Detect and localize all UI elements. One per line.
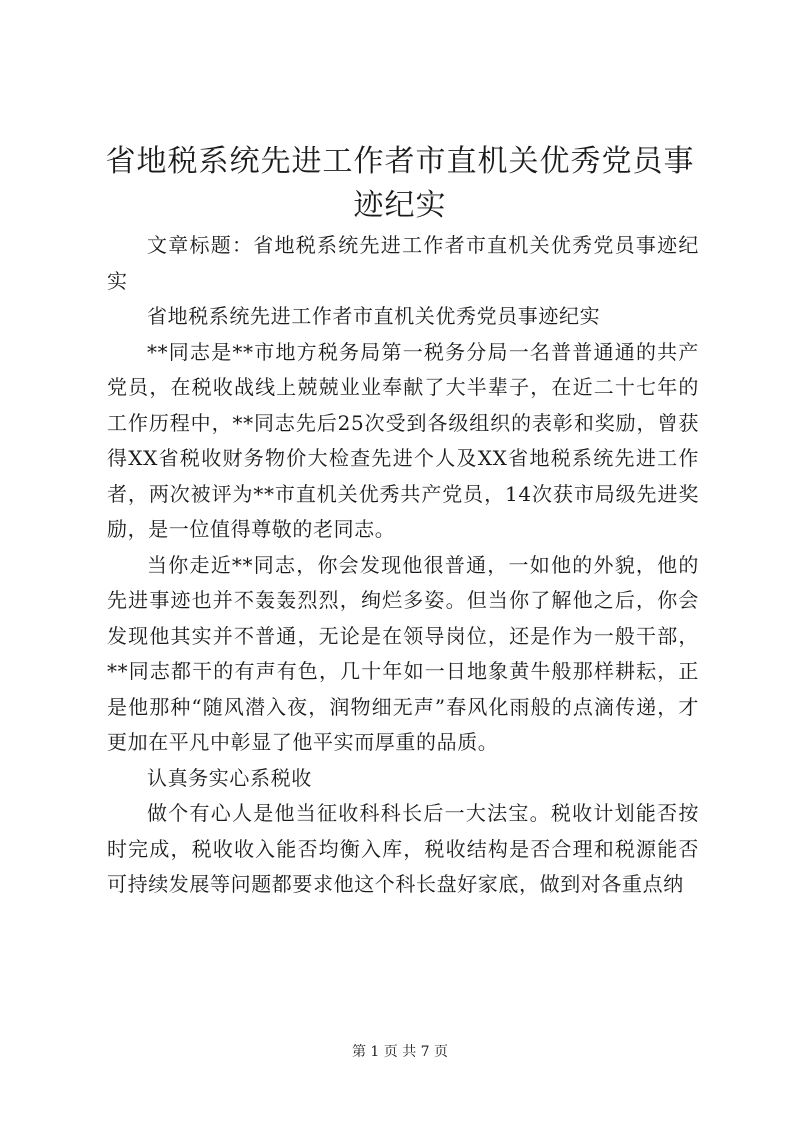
paragraph-description: 当你走近**同志，你会发现他很普通，一如他的外貌，他的先进事迹也并不轰轰烈烈，绚烂多姿。但当你了解他之后，你会发现他其实并不普通，无论是在领导岗位，还是作为一般干部，**同志都干的有声有色，几十年如一日地象黄牛般那样耕耘，正是他那种“随风潜入夜，润物细无声”春风化雨般的点滴传递，才更加在平凡中彰显了他平实而厚重的品质。 xyxy=(107,552,699,754)
paragraph-intro: **同志是**市地方税务局第一税务分局一名普普通通的共产党员，在税收战线上兢兢业业奉献了大半辈子，在近二十七年的工作历程中，**同志先后25次受到各级组织的表彰和奖励，曾获得XX省税收财务物价大检查先进个人及XX省地税系统先进工作者，两次被评为**市直机关优秀共产党员，14次获市局级先进奖励，是一位值得尊敬的老同志。 xyxy=(107,339,699,541)
section-heading: 认真务实心系税收 xyxy=(147,765,312,790)
document-body xyxy=(107,228,699,903)
document-title: 省地税系统先进工作者市直机关优秀党员事迹纪实 xyxy=(105,144,695,223)
paragraph-section-body: 做个有心人是他当征收科科长后一大法宝。税收计划能否按时完成，税收收入能否均衡入库，税收结构是否合理和税源能否可持续发展等问题都要求他这个科长盘好家底，做到对各重点纳 xyxy=(107,801,699,896)
page-footer: 第 1 页 共 7 页 xyxy=(351,1044,449,1060)
paragraph-subtitle: 省地税系统先进工作者市直机关优秀党员事迹纪实 xyxy=(147,304,601,328)
paragraph-article-heading: 文章标题：省地税系统先进工作者市直机关优秀党员事迹纪实 xyxy=(107,233,699,293)
